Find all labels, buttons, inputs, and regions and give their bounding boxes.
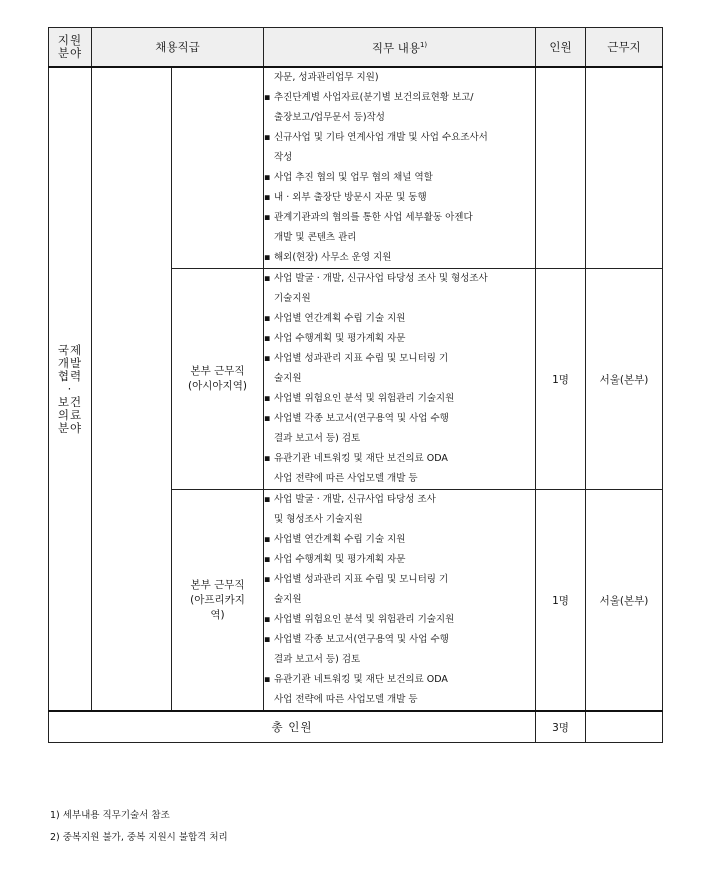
duty-item	[264, 88, 535, 108]
duty-text: 사업별 연간계획 수립 기술 지원	[274, 534, 406, 545]
duty-text: 사업 전략에 따른 사업모델 개발 등	[274, 694, 418, 705]
duty-item	[264, 510, 535, 530]
location-cell	[586, 67, 663, 269]
duty-text: 작성	[274, 152, 293, 163]
total-headcount: 3명	[536, 711, 586, 743]
duty-item	[264, 269, 535, 289]
position-cell	[172, 67, 264, 269]
total-label: 총 인원	[49, 711, 536, 743]
recruitment-table	[48, 27, 663, 743]
bullet-icon: ▪	[264, 192, 271, 203]
duty-text: 및 형성조사 기술지원	[274, 514, 363, 525]
bullet-icon: ▪	[264, 674, 271, 685]
bullet-icon: ▪	[264, 634, 271, 645]
duty-item	[264, 650, 535, 670]
duty-item	[264, 490, 535, 510]
duty-text: 해외(현장) 사무소 운영 지원	[274, 252, 392, 263]
duty-item	[264, 148, 535, 168]
header-location: 근무지	[586, 28, 663, 68]
duty-text: 결과 보고서 등) 검토	[274, 654, 361, 665]
duty-item	[264, 690, 535, 710]
header-duty	[264, 28, 536, 68]
duty-text: 관계기관과의 협의를 통한 사업 세부활동 아젠다	[274, 212, 473, 223]
duty-text: 자문, 성과관리업무 지원)	[274, 72, 379, 83]
duty-item	[264, 349, 535, 369]
duty-item	[264, 590, 535, 610]
duty-text: 사업별 각종 보고서(연구용역 및 사업 수행	[274, 413, 449, 424]
bullet-icon: ▪	[264, 353, 271, 364]
grade-cell-empty	[92, 67, 172, 711]
header-duty-label: 직무 내용	[371, 40, 420, 55]
footnotes	[50, 805, 228, 849]
duty-text: 술지원	[274, 594, 302, 605]
duty-item	[264, 289, 535, 309]
duty-text: 사업 전략에 따른 사업모델 개발 등	[274, 473, 418, 484]
duty-text: 사업별 위험요인 분석 및 위험관리 기술지원	[274, 614, 455, 625]
duty-item	[264, 248, 535, 268]
duty-item	[264, 188, 535, 208]
bullet-icon: ▪	[264, 212, 271, 223]
bullet-icon: ▪	[264, 92, 271, 103]
duty-text: 사업별 연간계획 수립 기술 지원	[274, 313, 406, 324]
duty-item	[264, 570, 535, 590]
duty-item	[264, 550, 535, 570]
bullet-icon: ▪	[264, 534, 271, 545]
position-cell: 본부 근무직 (아프리카지 역)	[172, 490, 264, 712]
duty-text: 사업별 위험요인 분석 및 위험관리 기술지원	[274, 393, 455, 404]
footnote-1: 1) 세부내용 직무기술서 참조	[50, 810, 170, 821]
duty-text: 사업 수행계획 및 평가계획 자문	[274, 554, 406, 565]
table-row	[49, 67, 663, 269]
duty-list	[264, 490, 535, 710]
bullet-icon: ▪	[264, 554, 271, 565]
bullet-icon: ▪	[264, 172, 271, 183]
duty-text: 사업 발굴 · 개발, 신규사업 타당성 조사	[274, 494, 436, 505]
duty-item	[264, 389, 535, 409]
duty-item	[264, 469, 535, 489]
header-row	[49, 28, 663, 68]
duty-text: 기술지원	[274, 293, 311, 304]
bullet-icon: ▪	[264, 453, 271, 464]
duty-item	[264, 610, 535, 630]
duty-text: 사업별 성과관리 지표 수립 및 모니터링 기	[274, 574, 449, 585]
bullet-icon: ▪	[264, 333, 271, 344]
footnote-2: 2) 중복지원 불가, 중복 지원시 불합격 처리	[50, 832, 228, 843]
bullet-icon: ▪	[264, 393, 271, 404]
header-field: 지원 분야	[49, 28, 92, 68]
duty-text: 출장보고/업무문서 등)작성	[274, 112, 385, 123]
duty-cell	[264, 269, 536, 490]
duty-text: 결과 보고서 등) 검토	[274, 433, 361, 444]
duty-cell	[264, 67, 536, 269]
duty-item	[264, 329, 535, 349]
duty-item	[264, 670, 535, 690]
duty-item	[264, 449, 535, 469]
duty-item	[264, 228, 535, 248]
duty-text: 유관기관 네트워킹 및 재단 보건의료 ODA	[274, 674, 448, 685]
duty-text: 신규사업 및 기타 연계사업 개발 및 사업 수요조사서	[274, 132, 488, 143]
duty-item	[264, 429, 535, 449]
field-cell: 국제 개발 협력 · 보건 의료 분야	[49, 67, 92, 711]
duty-item	[264, 108, 535, 128]
bullet-icon: ▪	[264, 413, 271, 424]
duty-text: 개발 및 콘텐츠 관리	[274, 232, 357, 243]
header-headcount: 인원	[536, 28, 586, 68]
duty-text: 사업 수행계획 및 평가계획 자문	[274, 333, 406, 344]
bullet-icon: ▪	[264, 313, 271, 324]
duty-cell	[264, 490, 536, 712]
total-location-empty	[586, 711, 663, 743]
bullet-icon: ▪	[264, 614, 271, 625]
duty-item	[264, 128, 535, 148]
duty-text: 추진단계별 사업자료(분기별 보건의료현황 보고/	[274, 92, 474, 103]
duty-item	[264, 369, 535, 389]
position-cell: 본부 근무직 (아시아지역)	[172, 269, 264, 490]
duty-item	[264, 168, 535, 188]
duty-list	[264, 68, 535, 268]
duty-text: 사업 발굴 · 개발, 신규사업 타당성 조사 및 형성조사	[274, 273, 488, 284]
duty-text: 사업 추진 협의 및 업무 협의 채널 역할	[274, 172, 433, 183]
location-cell: 서울(본부)	[586, 490, 663, 712]
duty-text: 유관기관 네트워킹 및 재단 보건의료 ODA	[274, 453, 448, 464]
duty-text: 술지원	[274, 373, 302, 384]
duty-text: 사업별 각종 보고서(연구용역 및 사업 수행	[274, 634, 449, 645]
header-duty-footnote-mark: 1)	[419, 41, 428, 50]
duty-item	[264, 208, 535, 228]
duty-item	[264, 409, 535, 429]
headcount-cell: 1명	[536, 490, 586, 712]
duty-item	[264, 68, 535, 88]
total-row	[49, 711, 663, 743]
header-position: 채용직급	[92, 28, 264, 68]
bullet-icon: ▪	[264, 494, 271, 505]
duty-text: 내 · 외부 출장단 방문시 자문 및 동행	[274, 192, 427, 203]
location-cell: 서울(본부)	[586, 269, 663, 490]
bullet-icon: ▪	[264, 273, 271, 284]
duty-item	[264, 309, 535, 329]
duty-text: 사업별 성과관리 지표 수립 및 모니터링 기	[274, 353, 449, 364]
duty-item	[264, 530, 535, 550]
duty-list	[264, 269, 535, 489]
bullet-icon: ▪	[264, 574, 271, 585]
duty-item	[264, 630, 535, 650]
bullet-icon: ▪	[264, 252, 271, 263]
bullet-icon: ▪	[264, 132, 271, 143]
headcount-cell: 1명	[536, 269, 586, 490]
headcount-cell	[536, 67, 586, 269]
